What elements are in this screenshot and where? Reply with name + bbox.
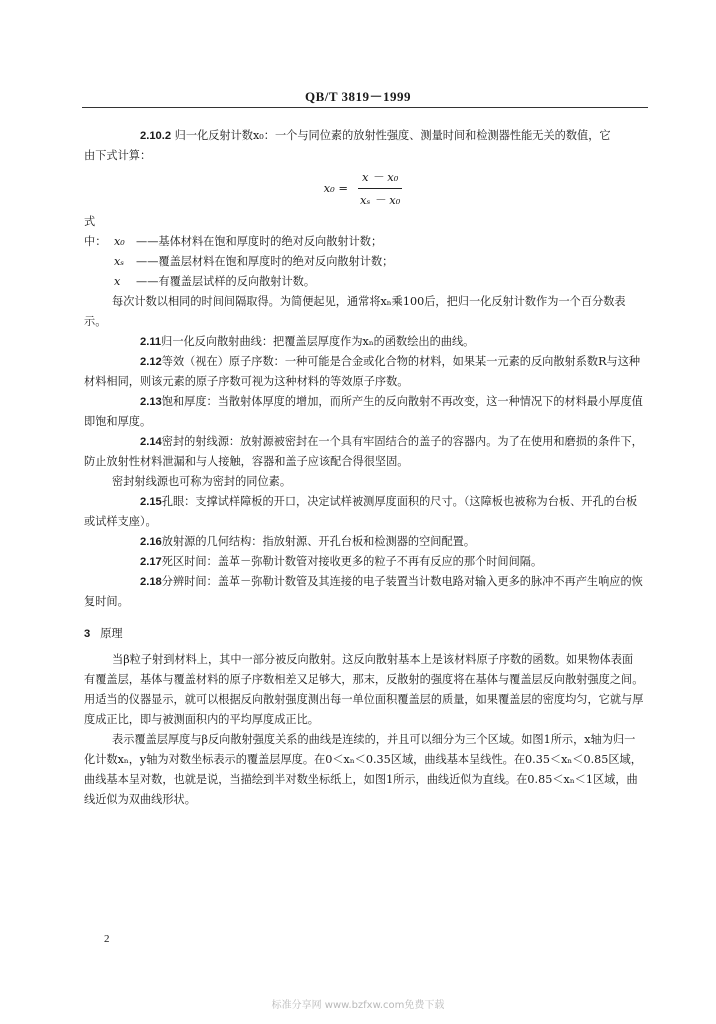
- principle-paragraph-2: 表示覆盖层厚度与β反向散射强度关系的曲线是连续的，并且可以细分为三个区域。如图1所示，x轴为归一化计数xₙ，y轴为对数坐标表示的覆盖层厚度。在0＜xₙ＜0.35区域，曲线基本呈线性。在0.35＜xₙ＜0.85区域，曲线基本呈对数，也就是说，当描绘到半对数坐标纸上，如图1所示，曲线近似为直线。在0.85＜xₙ＜1区域，曲线近似为双曲线形状。: [84, 733, 642, 806]
- clause-text: 等效（视在）原子序数：一种可能是合金或化合物的材料，如果某一元素的反向散射系数R与这种材料相同，则该元素的原子序数可视为这种材料的等效原子序数。: [84, 355, 641, 388]
- clause-number: 2.13: [140, 396, 162, 408]
- clause-2-16: [84, 532, 644, 552]
- definition-symbol: x: [114, 275, 121, 288]
- clause-2-15: [84, 492, 644, 532]
- clause-2-14: [84, 432, 644, 472]
- clause-text: 密封的射线源：放射源被密封在一个具有牢固结合的盖子的容器内。为了在使用和磨损的条件下，防止放射性材料泄漏和与人接触，容器和盖子应该配合得很坚固。: [84, 435, 643, 468]
- clause-2-10-2-continued: 由下式计算：: [84, 149, 152, 162]
- definition-line: [84, 212, 644, 252]
- clause-number: 2.11: [140, 336, 162, 348]
- formula-denominator: xₛ － x₀: [360, 192, 401, 207]
- clause-2-14-note: [84, 472, 644, 492]
- principle-paragraph-1: 当β粒子射到材料上，其中一部分被反向散射。这反向散射基本上是该材料原子序数的函数。如果物体表面有覆盖层，基体与覆盖材料的原子序数相差又足够大，那末，反散射的强度将在基体与覆盖层反向散射强度之间。用适当的仪器显示，就可以根据反向散射强度测出每一单位面积覆盖层的质量，如果覆盖层的密度均匀，它就与厚度成正比，即与被测面积内的平均厚度成正比。: [84, 653, 644, 726]
- definition-symbol: xₛ: [114, 255, 125, 268]
- clause-2-10-2: [84, 126, 644, 146]
- standard-code-header: QB/T 3819－1999: [304, 89, 412, 104]
- definition-line: [84, 272, 644, 292]
- site-watermark: 标准分享网 www.bzfxw.com免费下载: [271, 1000, 445, 1011]
- clause-2-18: [84, 572, 644, 612]
- formula-lhs: x₀ =: [323, 181, 349, 195]
- clause-text: 死区时间：盖革－弥勒计数管对接收更多的粒子不再有反应的那个时间间隔。: [161, 555, 543, 568]
- clause-number: 2.10.2: [140, 130, 172, 142]
- clause-number: 2.16: [140, 536, 162, 548]
- clause-number: 2.17: [140, 556, 162, 568]
- clause-2-13: [84, 392, 644, 432]
- header-rule: [82, 107, 648, 108]
- definition-symbol: x₀: [114, 235, 125, 248]
- formula-fraction: [356, 167, 404, 210]
- section-3-heading: [84, 624, 644, 644]
- clause-number: 2.15: [140, 496, 162, 508]
- clause-text: 孔眼：支撑试样障板的开口，决定试样被测厚度面积的尺寸。（这障板也被称为台板、开孔的台板或试样支座）。: [84, 495, 638, 528]
- clause-text: 放射源的几何结构：指放射源、开孔台板和检测器的空间配置。: [161, 535, 476, 548]
- clause-number: 2.18: [140, 576, 162, 588]
- definition-line: [84, 252, 644, 272]
- definition-text: ——基体材料在饱和厚度时的绝对反向散射计数；: [136, 235, 383, 248]
- normalized-count-formula: [84, 166, 644, 210]
- clause-text: 密封射线源也可称为密封的同位素。: [112, 475, 292, 488]
- clause-text: 分辨时间：盖革－弥勒计数管及其连接的电子装置当计数电路对输入更多的脉冲不再产生响应的恢复时间。: [84, 575, 643, 608]
- clause-text: 归一化反向散射曲线：把覆盖层厚度作为xₙ的函数绘出的曲线。: [161, 335, 475, 348]
- formula-numerator: x － x₀: [358, 167, 402, 189]
- clause-2-12: [84, 352, 644, 392]
- clause-number: 2.14: [140, 436, 162, 448]
- clause-2-11: [84, 332, 644, 352]
- definition-text: ——有覆盖层试样的反向散射计数。: [136, 275, 316, 288]
- page-number: 2: [104, 933, 110, 945]
- definition-text: ——覆盖层材料在饱和厚度时的绝对反向散射计数；: [136, 255, 394, 268]
- clause-text: 归一化反射计数x₀：一个与同位素的放射性强度、测量时间和检测器性能无关的数值，它: [174, 129, 611, 142]
- section-title: 原理: [100, 627, 123, 640]
- clause-note: 每次计数以相同的时间间隔取得。为简便起见，通常将xₙ乘100后，把归一化反射计数作为一个百分数表示。: [84, 295, 626, 328]
- clause-number: 2.12: [140, 356, 162, 368]
- definition-label: 式中：: [84, 215, 107, 248]
- section-number: 3: [84, 628, 91, 640]
- clause-2-17: [84, 552, 644, 572]
- clause-text: 饱和厚度：当散射体厚度的增加，而所产生的反向散射不再改变，这一种情况下的材料最小厚度值即饱和厚度。: [84, 395, 643, 428]
- document-body: [84, 126, 644, 810]
